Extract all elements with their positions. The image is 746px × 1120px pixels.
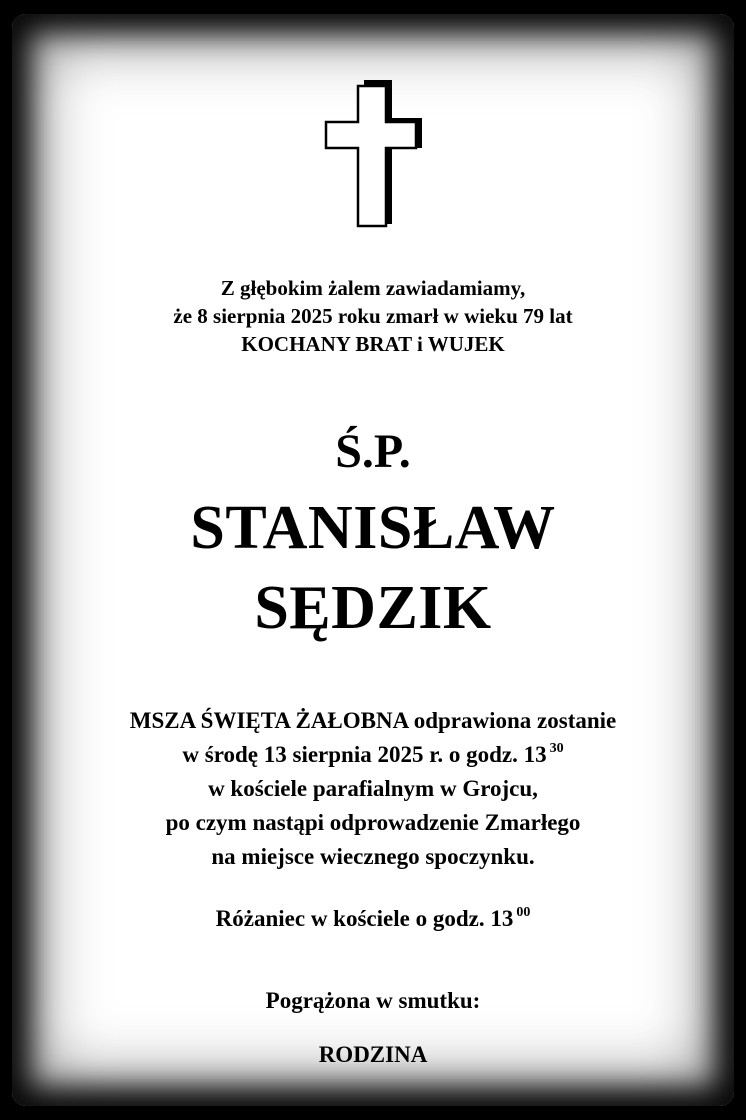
rosary-info	[0, 902, 746, 936]
mass-date-time: w środę 13 sierpnia 2025 r. o godz. 13	[182, 742, 547, 767]
rosary-time-minutes: 00	[516, 905, 531, 920]
cross-icon	[322, 78, 426, 228]
rosary-text: Różaniec w kościele o godz. 13	[215, 906, 514, 931]
mass-line-2	[0, 738, 746, 772]
funeral-mass-info	[0, 704, 746, 874]
deceased-first-name: STANISŁAW	[190, 494, 556, 562]
mass-line-1: MSZA ŚWIĘTA ŻAŁOBNA odprawiona zostanie	[129, 708, 617, 733]
mass-time-minutes: 30	[549, 741, 564, 756]
deceased-name	[0, 488, 746, 648]
mass-line-5: na miejsce wiecznego spoczynku.	[211, 844, 535, 869]
family-signature: RODZINA	[318, 1042, 428, 1067]
intro-line-1: Z głębokim żalem zawiadamiamy,	[220, 276, 526, 300]
mass-line-4: po czym nastąpi odprowadzenie Zmarłego	[165, 810, 581, 835]
intro-line-2: że 8 sierpnia 2025 roku zmarł w wieku 79 lat	[173, 304, 573, 328]
mass-line-3: w kościele parafialnym w Grojcu,	[208, 776, 538, 801]
deceased-last-name: SĘDZIK	[254, 574, 492, 642]
intro-line-3: KOCHANY BRAT i WUJEK	[241, 332, 505, 356]
deceased-prefix: Ś.P.	[335, 425, 411, 478]
mourning-line: Pogrążona w smutku:	[265, 988, 481, 1013]
announcement-intro	[0, 274, 746, 358]
